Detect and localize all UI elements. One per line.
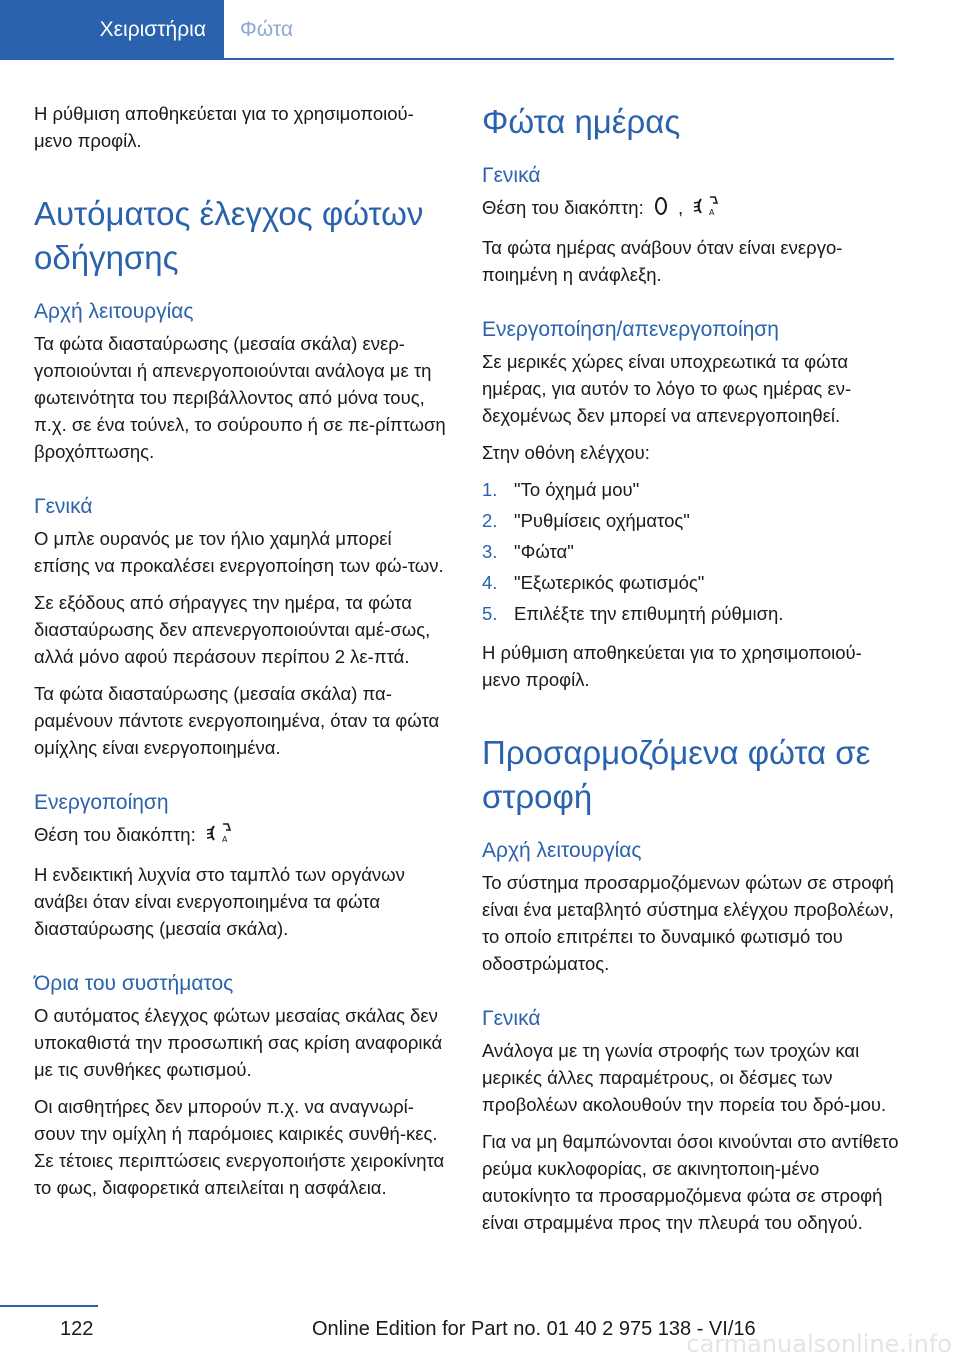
- paragraph: Σε μερικές χώρες είναι υποχρεωτικά τα φώτα ημέρας, για αυτόν το λόγο το φως ημέρας εν-δεχομένως δεν μπορεί να απενεργοποιηθεί.: [482, 350, 852, 426]
- step-number: 1.: [482, 478, 498, 500]
- header-tab-controls[interactable]: [0, 0, 224, 60]
- paragraph: Ο αυτόματος έλεγχος φώτων μεσαίας σκάλας δεν υποκαθιστά την προσωπική σας κρίση αναφορικά με τις συνθήκες φωτισμού.: [34, 1004, 443, 1080]
- paragraph: Σε εξόδους από σήραγγες την ημέρα, τα φώτα διασταύρωσης δεν απενεργοποιούνται αμέ-σως, αλλά μόνο αφού περάσουν περίπου 2 λε-πτά.: [34, 592, 431, 667]
- page-number: 122: [60, 1318, 94, 1340]
- auto-headlight-icon: [205, 822, 233, 851]
- header-tab-lights[interactable]: [240, 0, 293, 60]
- svg-text:A: A: [709, 207, 715, 217]
- list-item: [482, 507, 900, 534]
- switch-position-label: Θέση του διακόπτη:: [482, 197, 644, 218]
- paragraph: Το σύστημα προσαρμοζόμενων φώτων σε στροφή είναι ένα μεταβλητό σύστημα ελέγχου προβολέων, το οποίο επιτρέπει το δυναμικό φωτισμό του οδοστρώματος.: [482, 871, 894, 974]
- section-title-adaptive-lights: Προσαρμοζόμενα φώτα σε στροφή: [482, 733, 871, 815]
- list-item: [482, 600, 900, 627]
- subheading-general: Γενικά: [482, 1006, 541, 1030]
- step-number: 5.: [482, 602, 498, 624]
- paragraph: Οι αισθητήρες δεν μπορούν π.χ. να αναγνωρί-σουν την ομίχλη ή παρόμοιες καιρικές συνθή-κες. Σε τέτοιες περιπτώσεις ενεργοποιήστε χειροκίνητα το φως, διαφορετικά απειλείται η ασφάλεια.: [34, 1095, 445, 1198]
- step-number: 2.: [482, 509, 498, 531]
- subheading-principle: Αρχή λειτουργίας: [34, 300, 194, 323]
- step-text: "Φώτα": [514, 540, 574, 562]
- subheading-on-off: Ενεργοποίηση/απενεργοποίηση: [482, 317, 779, 341]
- switch-position-line: [482, 194, 900, 224]
- switch-position-line: [34, 821, 452, 851]
- right-column: [482, 100, 900, 1246]
- svg-text:A: A: [221, 834, 228, 844]
- paragraph: Τα φώτα διασταύρωσης (μεσαία σκάλα) ενερ-γοποιούνται ή απενεργοποιούνται ανάλογα με τη φωτεινότητα του περιβάλλοντος από μόνα τους, π.χ. σε ένα τούνελ, το σούρουπο ή σε πε-ρίπτωση βροχόπτωσης.: [34, 333, 446, 462]
- edition-label: Online Edition for Part no. 01 40 2 975 138 - VI/16: [312, 1318, 756, 1340]
- intro-paragraph: Η ρύθμιση αποθηκεύεται για το χρησιμοποιού-μενο προφίλ.: [34, 103, 414, 151]
- list-item: [482, 569, 900, 596]
- step-number: 3.: [482, 540, 498, 562]
- subheading-system-limits: Όρια του συστήματος: [34, 971, 234, 995]
- paragraph: Τα φώτα ημέρας ανάβουν όταν είναι ενεργο-ποιημένη η ανάφλεξη.: [482, 236, 843, 285]
- step-text: Επιλέξτε την επιθυμητή ρύθμιση.: [514, 602, 784, 624]
- paragraph: Η ρύθμιση αποθηκεύεται για το χρησιμοποιού-μενο προφίλ.: [482, 641, 862, 690]
- section-title-daytime-lights: Φώτα ημέρας: [482, 103, 681, 140]
- list-item: [482, 476, 900, 503]
- steps-list: [482, 476, 900, 627]
- comma-separator: ,: [678, 197, 684, 218]
- list-item: [482, 538, 900, 565]
- header-tab-lights-label: Φώτα: [240, 18, 293, 41]
- light-switch-off-icon: [653, 195, 669, 224]
- left-column: [34, 100, 452, 1211]
- step-text: "Εξωτερικός φωτισμός": [514, 571, 705, 593]
- subheading-general: Γενικά: [34, 495, 93, 518]
- step-text: "Το όχημά μου": [514, 478, 640, 500]
- subheading-general: Γενικά: [482, 164, 541, 187]
- paragraph: Στην οθόνη ελέγχου:: [482, 441, 650, 463]
- auto-headlight-icon: [692, 195, 720, 224]
- subheading-principle: Αρχή λειτουργίας: [482, 838, 642, 862]
- section-title-auto-lights: Αυτόματος έλεγχος φώτων οδήγησης: [34, 195, 424, 276]
- header-divider: [224, 58, 894, 60]
- paragraph: Για να μη θαμπώνονται όσοι κινούνται στο αντίθετο ρεύμα κυκλοφορίας, σε ακινητοποιη-μένο αυτοκίνητο τα προσαρμοζόμενα φώτα σε στροφή είναι στραμμένα προς την πλευρά του οδηγού.: [482, 1130, 899, 1233]
- header-tab-controls-label: Χειριστήρια: [99, 18, 206, 41]
- step-number: 4.: [482, 571, 498, 593]
- paragraph: Τα φώτα διασταύρωσης (μεσαία σκάλα) πα-ραμένουν πάντοτε ενεργοποιημένα, όταν τα φώτα ομίχλης είναι ενεργοποιημένα.: [34, 683, 440, 758]
- watermark: carmanualsonline.info: [686, 1330, 952, 1358]
- paragraph: Η ενδεικτική λυχνία στο ταμπλό των οργάνων ανάβει όταν είναι ενεργοποιημένα τα φώτα διασταύρωσης (μεσαία σκάλα).: [34, 863, 405, 939]
- paragraph: Ανάλογα με τη γωνία στροφής των τροχών και μερικές άλλες παραμέτρους, οι δέσμες των προβολέων ακολουθούν την πορεία του δρό-μου.: [482, 1039, 887, 1115]
- step-text: "Ρυθμίσεις οχήματος": [514, 509, 690, 531]
- switch-position-label: Θέση του διακόπτη:: [34, 824, 196, 845]
- paragraph: Ο μπλε ουρανός με τον ήλιο χαμηλά μπορεί επίσης να προκαλέσει ενεργοποίηση των φώ-των.: [34, 528, 444, 576]
- subheading-activation: Ενεργοποίηση: [34, 791, 169, 814]
- footer-divider: [0, 1305, 98, 1307]
